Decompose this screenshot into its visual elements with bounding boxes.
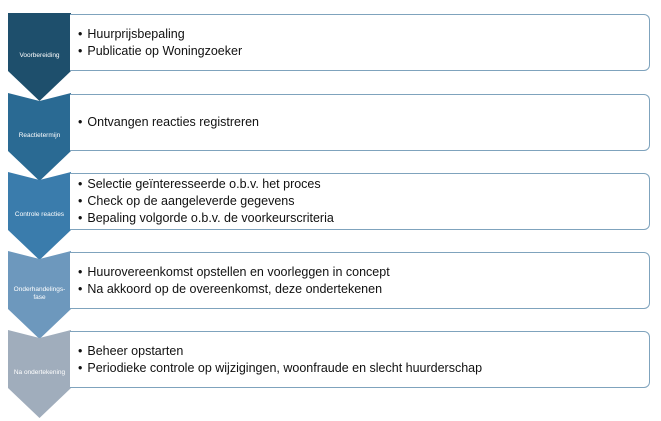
step-label: Controle reacties xyxy=(14,211,65,218)
step-details-box xyxy=(70,252,650,309)
step-label: Reactietermijn xyxy=(18,132,61,139)
step-chevron xyxy=(8,93,71,181)
step-chevron xyxy=(8,251,71,339)
bullet-item: • Huurovereenkomst opstellen en voorleggen in concept xyxy=(78,264,649,281)
step-details-box xyxy=(70,173,650,230)
bullet-item: • Selectie geïnteresseerde o.b.v. het proces xyxy=(78,176,649,193)
step-label: Onderhandelings-fase xyxy=(13,286,66,301)
bullet-item: • Beheer opstarten xyxy=(78,343,649,360)
bullet-item: • Huurprijsbepaling xyxy=(78,26,649,43)
step-chevron xyxy=(8,13,71,101)
step-details-box xyxy=(70,94,650,151)
step-label: Na ondertekening xyxy=(13,369,66,376)
bullet-item: • Check op de aangeleverde gegevens xyxy=(78,193,649,210)
bullet-item: • Periodieke controle op wijzigingen, woonfraude en slecht huurderschap xyxy=(78,360,649,377)
step-label: Voorbereiding xyxy=(19,52,60,59)
bullet-item: • Publicatie op Woningzoeker xyxy=(78,43,649,60)
bullet-item: • Ontvangen reacties registreren xyxy=(78,114,649,131)
step-chevron xyxy=(8,172,71,260)
step-details-box xyxy=(70,14,650,71)
step-chevron xyxy=(8,330,71,418)
step-details-box xyxy=(70,331,650,388)
bullet-item: • Bepaling volgorde o.b.v. de voorkeurscriteria xyxy=(78,210,649,227)
bullet-item: • Na akkoord op de overeenkomst, deze ondertekenen xyxy=(78,281,649,298)
